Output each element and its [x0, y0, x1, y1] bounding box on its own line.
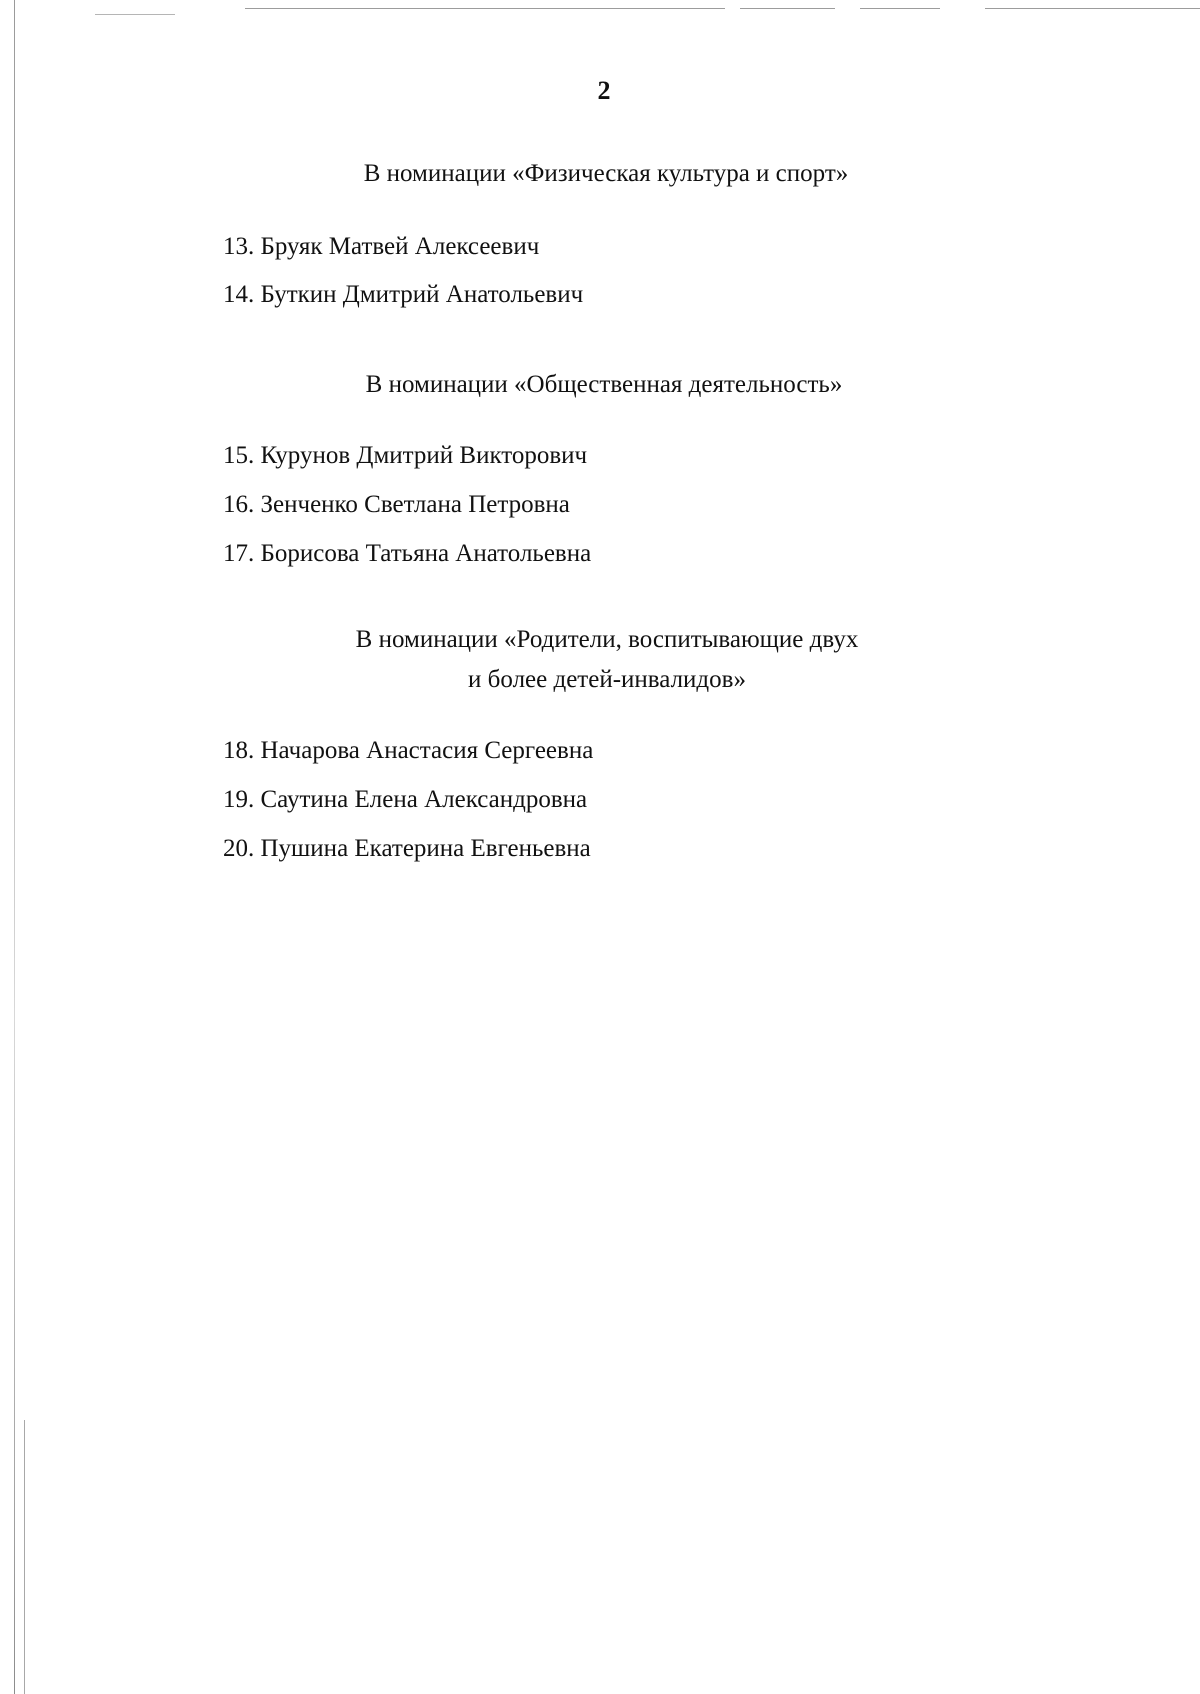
scan-top-line [740, 8, 835, 9]
section-heading-public-activity: В номинации «Общественная деятельность» [365, 371, 843, 398]
list-item: 16. Зенченко Светлана Петровна [223, 491, 570, 518]
scan-top-line [985, 8, 1200, 9]
scan-edge-line [14, 0, 15, 1694]
list-item: 20. Пушина Екатерина Евгеньевна [223, 835, 591, 862]
list-item: 14. Буткин Дмитрий Анатольевич [223, 281, 584, 308]
list-item: 19. Саутина Елена Александровна [223, 786, 588, 813]
list-item: 15. Курунов Дмитрий Викторович [223, 442, 588, 469]
scan-top-line [860, 8, 940, 9]
list-item: 18. Начарова Анастасия Сергеевна [223, 737, 594, 764]
list-item: 13. Бруяк Матвей Алексеевич [223, 233, 540, 260]
page-number: 2 [597, 76, 611, 105]
scan-edge-line [24, 1420, 25, 1694]
section-heading-sport: В номинации «Физическая культура и спорт» [363, 160, 849, 187]
scan-top-line [95, 14, 175, 15]
scan-top-line [245, 8, 725, 9]
section-heading-line: и более детей-инвалидов» [468, 666, 746, 693]
section-heading-line: В номинации «Родители, воспитывающие двух [355, 626, 859, 653]
section-heading-parents [257, 620, 957, 700]
list-item: 17. Борисова Татьяна Анатольевна [223, 540, 592, 567]
